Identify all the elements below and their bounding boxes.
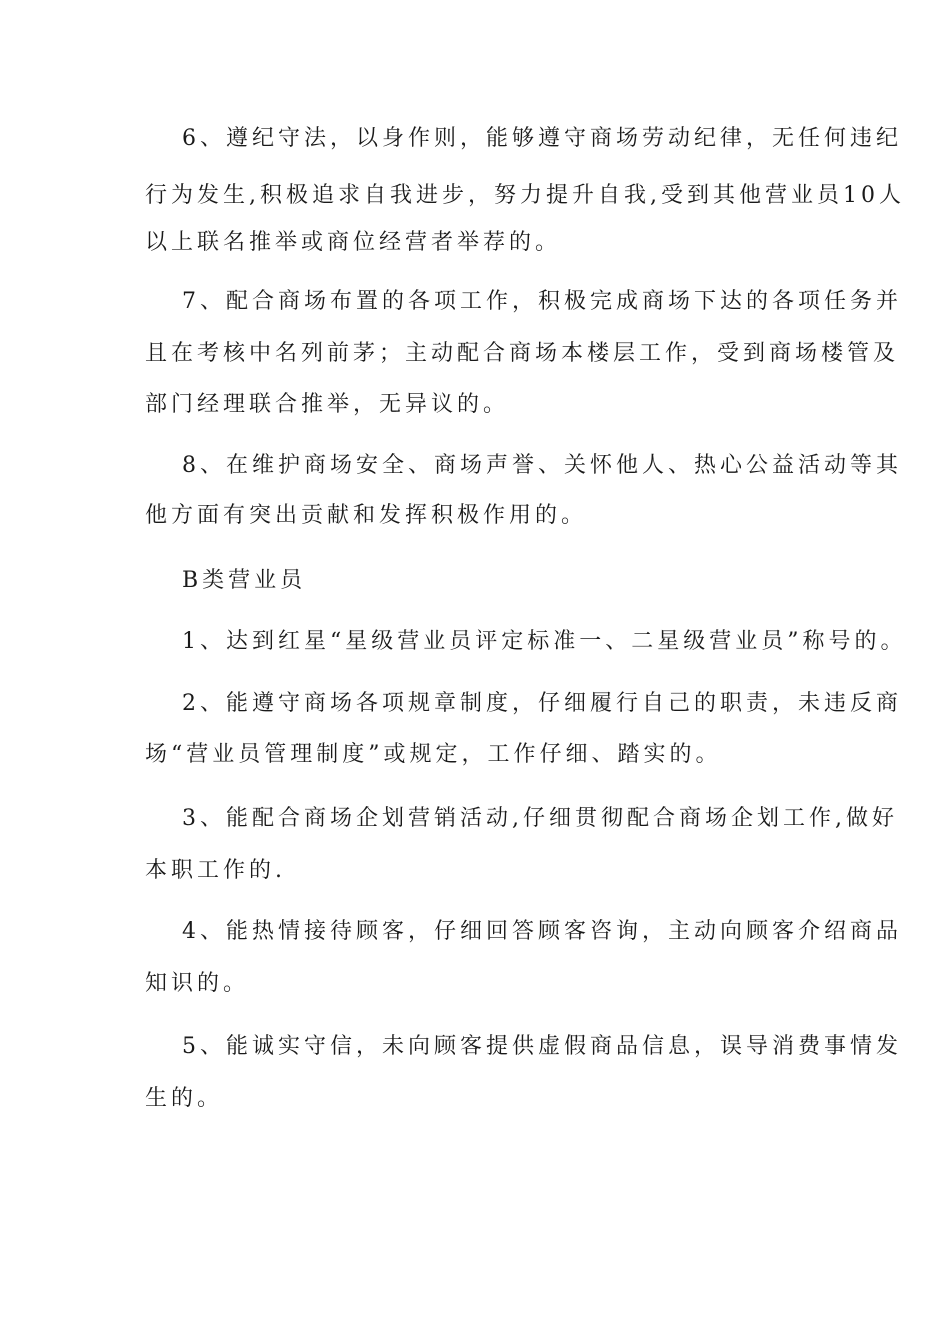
text-line: 场“营业员管理制度”或规定，工作仔细、踏实的。 — [145, 742, 722, 767]
text-line: 且在考核中名列前茅；主动配合商场本楼层工作，受到商场楼管及 — [145, 341, 900, 366]
section-heading-text: B类营业员 — [182, 568, 307, 593]
text-line: 5、能诚实守信，未向顾客提供虚假商品信息，误导消费事情发 — [182, 1034, 902, 1059]
text-line: 8、在维护商场安全、商场声誉、关怀他人、热心公益活动等其 — [182, 453, 902, 478]
text-line: 知识的。 — [145, 971, 250, 996]
text-line: 2、能遵守商场各项规章制度，仔细履行自己的职责，未违反商 — [182, 691, 902, 716]
text-line: 3、能配合商场企划营销活动,仔细贯彻配合商场企划工作,做好 — [182, 806, 898, 831]
text-line: 生的。 — [145, 1086, 224, 1111]
text-line: 他方面有突出贡献和发挥积极作用的。 — [145, 503, 588, 528]
text-line: 部门经理联合推举，无异议的。 — [145, 392, 510, 417]
text-line: 7、配合商场布置的各项工作，积极完成商场下达的各项任务并 — [182, 289, 902, 314]
text-line: 以上联名推举或商位经营者举荐的。 — [145, 230, 562, 255]
text-line: 4、能热情接待顾客，仔细回答顾客咨询，主动向顾客介绍商品 — [182, 919, 902, 944]
text-line: 本职工作的. — [145, 858, 286, 883]
text-line: 6、遵纪守法，以身作则，能够遵守商场劳动纪律，无任何违纪 — [182, 126, 902, 151]
text-line: 行为发生,积极追求自我进步，努力提升自我,受到其他营业员10人 — [145, 183, 905, 208]
text-line: 1、达到红星“星级营业员评定标准一、二星级营业员”称号的。 — [182, 629, 907, 654]
